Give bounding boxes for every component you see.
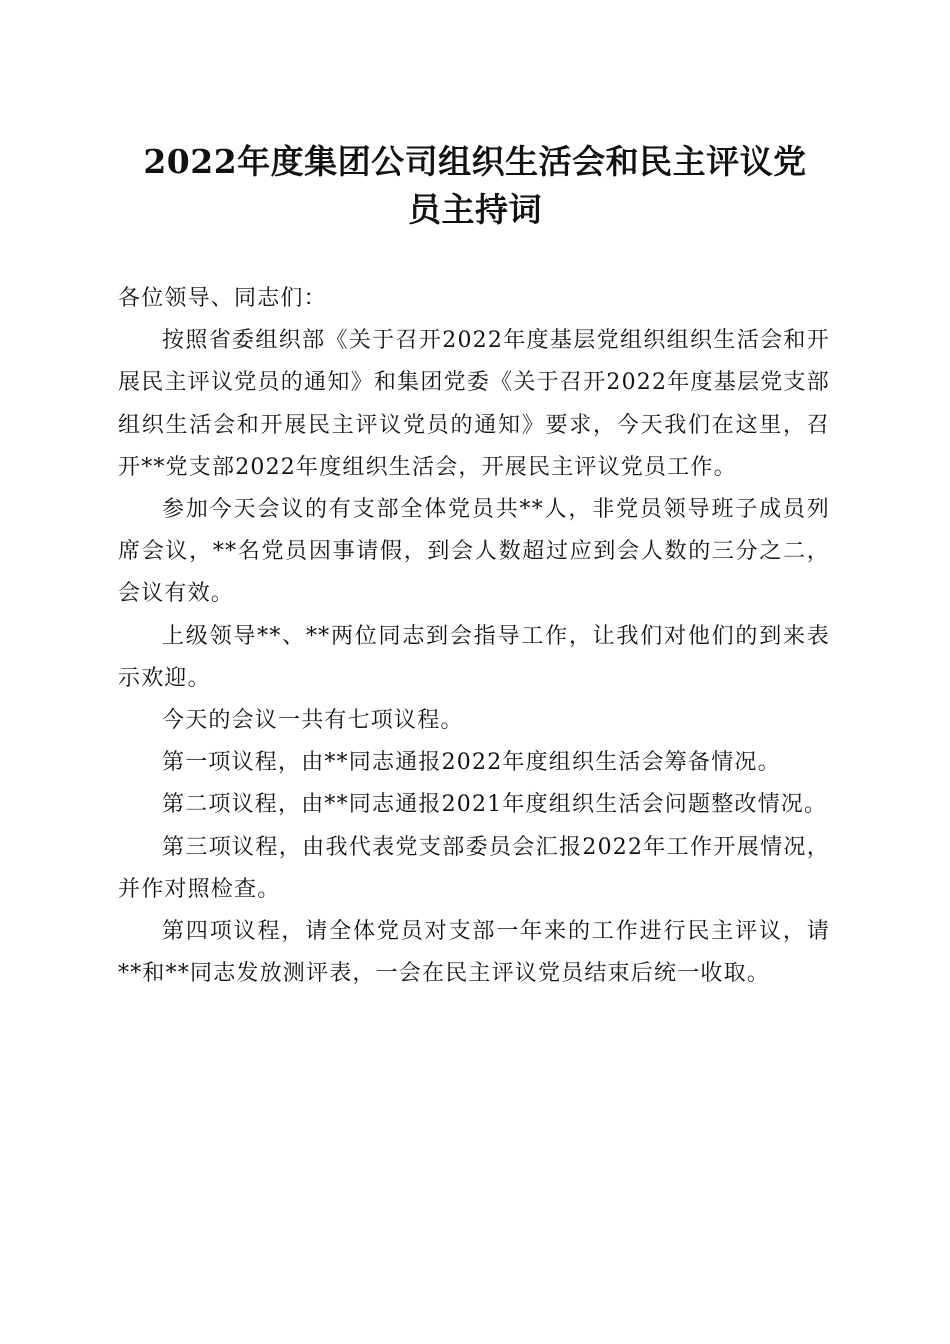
document-body (118, 278, 830, 995)
paragraph-agenda-item-2: 第二项议程，由**同志通报2021年度组织生活会问题整改情况。 (162, 792, 828, 818)
paragraph-agenda-intro: 今天的会议一共有七项议程。 (162, 708, 464, 734)
title-line-1: 2022年度集团公司组织生活会和民主评议党 (143, 142, 807, 181)
paragraph-guests: 上级领导**、**两位同志到会指导工作，让我们对他们的到来表示欢迎。 (118, 623, 830, 691)
title-line-2: 员主持词 (408, 190, 542, 229)
paragraph-agenda-item-1: 第一项议程，由**同志通报2022年度组织生活会筹备情况。 (162, 750, 781, 776)
paragraph-attendance: 参加今天会议的有支部全体党员共**人，非党员领导班子成员列席会议，**名党员因事请假，到会人数超过应到会人数的三分之二，会议有效。 (118, 497, 830, 607)
paragraph-agenda-item-4: 第四项议程，请全体党员对支部一年来的工作进行民主评议，请**和**同志发放测评表，一会在民主评议党员结束后统一收取。 (118, 919, 830, 987)
document-title (100, 138, 850, 234)
paragraph-agenda-item-3: 第三项议程，由我代表党支部委员会汇报2022年工作开展情况，并作对照检查。 (118, 834, 830, 902)
salutation: 各位领导、同志们： (118, 286, 327, 311)
paragraph-opening: 按照省委组织部《关于召开2022年度基层党组织组织生活会和开展民主评议党员的通知》和集团党委《关于召开2022年度基层党支部组织生活会和开展民主评议党员的通知》要求，今天我们在这里，召开**党支部2022年度组织生活会，开展民主评议党员工作。 (118, 328, 830, 480)
